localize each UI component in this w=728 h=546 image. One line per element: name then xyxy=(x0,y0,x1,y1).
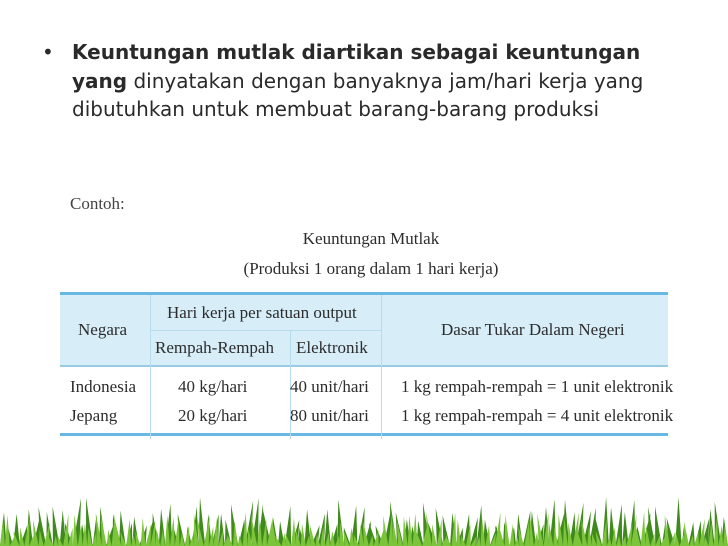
header-country: Negara xyxy=(78,320,128,339)
row-spices: 40 kg/hari xyxy=(178,377,248,396)
bullet-point xyxy=(42,38,682,124)
table-title: Keuntungan Mutlak xyxy=(302,229,440,248)
bullet-bold-text: Keuntungan mutlak diartikan sebagai keuntungan yang xyxy=(72,40,641,93)
bullet-symbol: • xyxy=(42,40,54,64)
header-work-days: Hari kerja per satuan output xyxy=(167,303,357,322)
table-divider xyxy=(150,295,151,439)
header-electronics: Elektronik xyxy=(296,338,368,357)
table-divider xyxy=(381,295,382,439)
table-subtitle: (Produksi 1 orang dalam 1 hari kerja) xyxy=(243,259,499,278)
row-electronics: 40 unit/hari xyxy=(290,377,369,396)
bullet-paragraph xyxy=(72,38,682,124)
table-divider xyxy=(150,330,381,331)
row-country: Jepang xyxy=(70,406,118,425)
row-electronics: 80 unit/hari xyxy=(290,406,369,425)
row-exchange: 1 kg rempah-rempah = 4 unit elektronik xyxy=(401,406,674,425)
header-spices: Rempah-Rempah xyxy=(155,338,274,357)
row-country: Indonesia xyxy=(70,377,137,396)
row-exchange: 1 kg rempah-rempah = 1 unit elektronik xyxy=(401,377,674,396)
bullet-regular-text: dinyatakan dengan banyaknya jam/hari kerja yang dibutuhkan untuk membuat barang-barang produksi xyxy=(72,68,644,121)
example-label: Contoh: xyxy=(70,194,125,213)
row-spices: 20 kg/hari xyxy=(178,406,248,425)
grass-decoration xyxy=(0,490,728,546)
absolute-advantage-table xyxy=(60,292,674,436)
header-exchange: Dasar Tukar Dalam Negeri xyxy=(441,320,625,339)
